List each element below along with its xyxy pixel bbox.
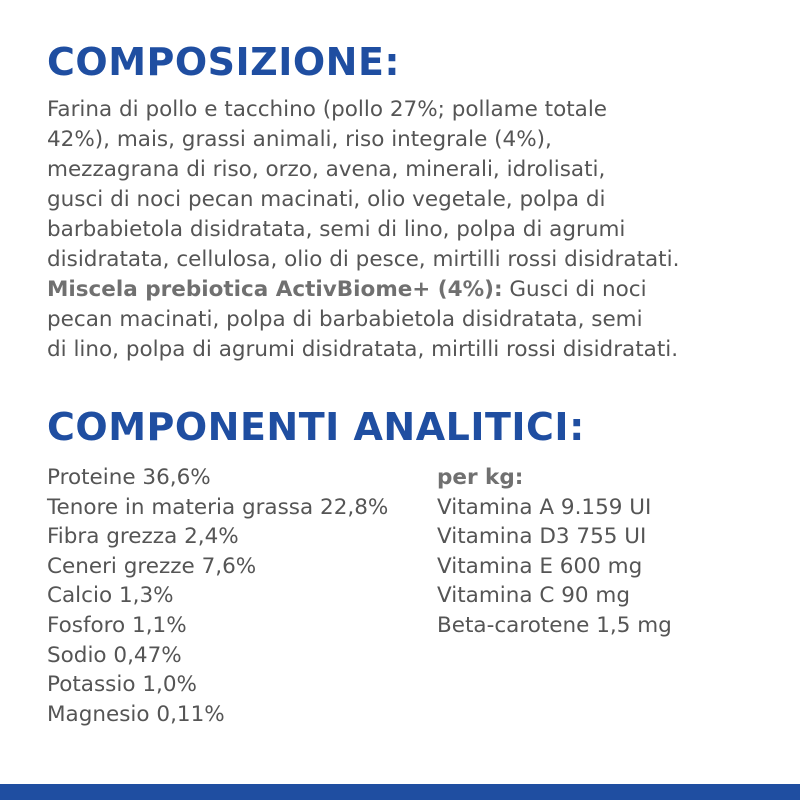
prebiotic-line: pecan macinati, polpa di barbabietola disidratata, semi bbox=[47, 307, 643, 332]
analytic-component: Sodio 0,47% bbox=[47, 642, 182, 668]
composition-line: gusci di noci pecan macinati, olio vegetale, polpa di bbox=[47, 187, 606, 212]
vitamin-item: Beta-carotene 1,5 mg bbox=[437, 612, 672, 638]
composition-line: barbabietola disidratata, semi di lino, polpa di agrumi bbox=[47, 217, 626, 242]
analytic-component: Fibra grezza 2,4% bbox=[47, 524, 239, 550]
composition-text bbox=[47, 95, 787, 365]
footer-bar bbox=[0, 784, 800, 800]
vitamin-item: Vitamina D3 755 UI bbox=[437, 524, 647, 550]
analytic-component: Fosforo 1,1% bbox=[47, 612, 187, 638]
prebiotic-text: Gusci di noci bbox=[502, 277, 647, 302]
vitamin-item: Vitamina A 9.159 UI bbox=[437, 494, 652, 520]
analytic-component: Proteine 36,6% bbox=[47, 465, 211, 490]
composition-line: Farina di pollo e tacchino (pollo 27%; pollame totale bbox=[47, 97, 608, 122]
vitamin-item: Vitamina E 600 mg bbox=[437, 553, 643, 579]
prebiotic-line bbox=[47, 275, 787, 305]
vitamins-list bbox=[437, 463, 672, 641]
prebiotic-line: di lino, polpa di agrumi disidratata, mirtilli rossi disidratati. bbox=[47, 337, 679, 362]
analytic-component: Magnesio 0,11% bbox=[47, 701, 225, 727]
analytic-component: Ceneri grezze 7,6% bbox=[47, 553, 257, 579]
per-kg-label: per kg: bbox=[437, 465, 524, 490]
vitamin-item: Vitamina C 90 mg bbox=[437, 583, 630, 609]
analytic-heading: COMPONENTI ANALITICI: bbox=[47, 405, 585, 449]
composition-line: mezzagrana di riso, orzo, avena, minerali, idrolisati, bbox=[47, 157, 606, 182]
analytic-component: Calcio 1,3% bbox=[47, 583, 174, 609]
prebiotic-label: Miscela prebiotica ActivBiome+ (4%): bbox=[47, 277, 503, 302]
analytic-component: Potassio 1,0% bbox=[47, 672, 197, 698]
composition-heading: COMPOSIZIONE: bbox=[47, 40, 401, 84]
composition-line: 42%), mais, grassi animali, riso integrale (4%), bbox=[47, 127, 552, 152]
analytic-component: Tenore in materia grassa 22,8% bbox=[47, 494, 389, 520]
composition-line: disidratata, cellulosa, olio di pesce, mirtilli rossi disidratati. bbox=[47, 247, 680, 272]
analytic-components-list bbox=[47, 463, 388, 729]
